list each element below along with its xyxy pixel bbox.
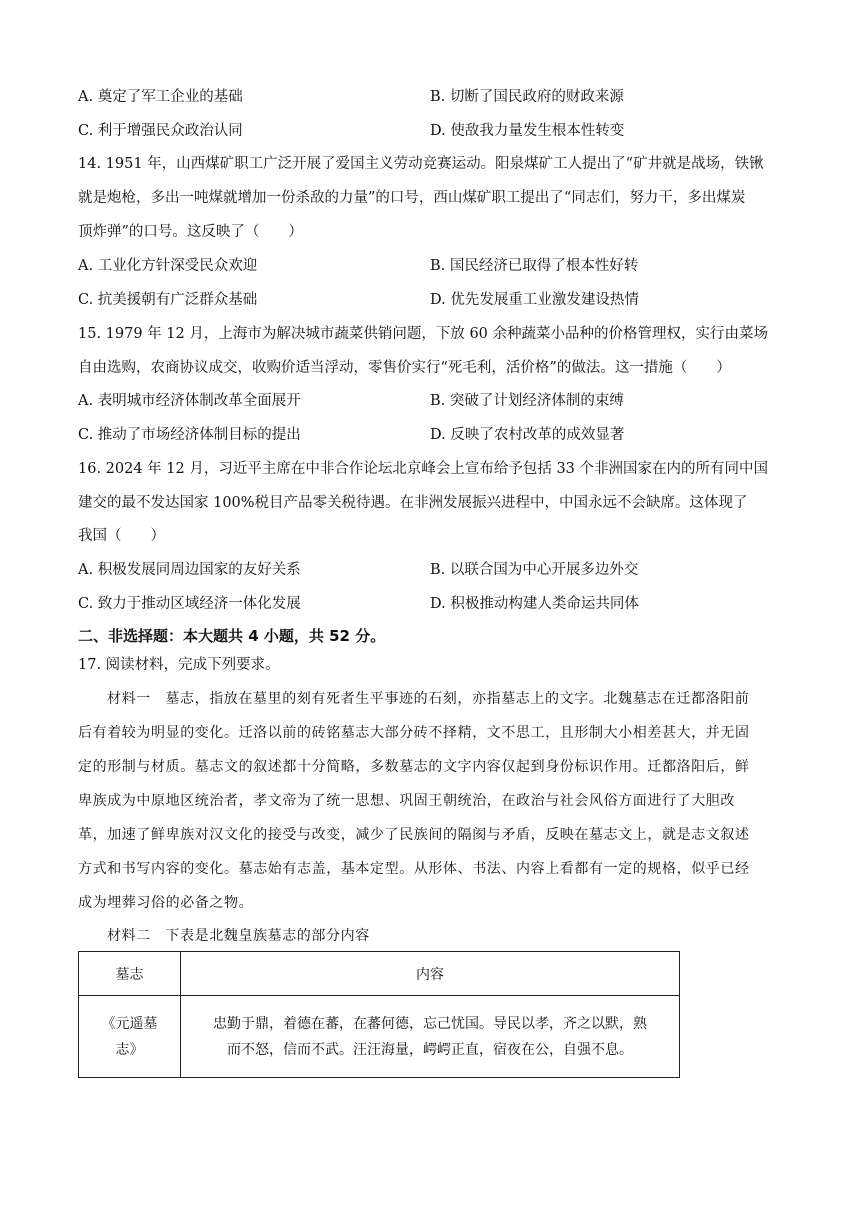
material-1-line-6: 方式和书写内容的变化。墓志始有志盖，基本定型。从形体、书法、内容上看都有一定的规格，似乎已经 bbox=[78, 861, 750, 877]
table-cell-epitaph-content bbox=[181, 996, 680, 1078]
material-1-line-7: 成为埋葬习俗的必备之物。 bbox=[78, 895, 254, 911]
q14-option-d: D. 优先发展重工业激发建设热情 bbox=[430, 292, 639, 308]
q15-stem-line-2: 自由选购，农商协议成交，收购价适当浮动，零售价实行“死毛利，活价格”的做法。这一措施（ ） bbox=[78, 360, 731, 376]
q17-stem: 17. 阅读材料，完成下列要求。 bbox=[78, 657, 280, 673]
q16-option-c: C. 致力于推动区域经济一体化发展 bbox=[78, 596, 301, 612]
q14-stem-line-3: 顶炸弹”的口号。这反映了（ ） bbox=[78, 224, 303, 240]
material-1-line-1: 材料一 墓志，指放在墓里的刻有死者生平事迹的石刻，亦指墓志上的文字。北魏墓志在迁都洛阳前 bbox=[107, 691, 750, 707]
table-header-row bbox=[79, 952, 680, 996]
q16-option-b: B. 以联合国为中心开展多边外交 bbox=[430, 562, 639, 578]
q16-stem-line-3: 我国（ ） bbox=[78, 528, 165, 544]
epitaph-name-line-2: 志》 bbox=[115, 1041, 144, 1058]
q14-stem-line-2: 就是炮枪，多出一吨煤就增加一份杀敌的力量”的口号，西山煤矿职工提出了“同志们，努力干，多出煤炭 bbox=[78, 190, 746, 206]
epitaph-name-line-1: 《元遥墓 bbox=[101, 1015, 158, 1032]
q15-option-c: C. 推动了市场经济体制目标的提出 bbox=[78, 427, 301, 443]
material-1-line-4: 卑族成为中原地区统治者，孝文帝为了统一思想、巩固王朝统治，在政治与社会风俗方面进行了大胆改 bbox=[78, 793, 735, 809]
q14-option-c: C. 抗美援朝有广泛群众基础 bbox=[78, 292, 258, 308]
q14-stem-line-1: 14. 1951 年，山西煤矿职工广泛开展了爱国主义劳动竞赛运动。阳泉煤矿工人提出了“矿井就是战场，铁锹 bbox=[78, 156, 764, 172]
q13-option-c: C. 利于增强民众政治认同 bbox=[78, 123, 243, 139]
section-2-title: 二、非选择题：本大题共 4 小题，共 52 分。 bbox=[78, 627, 386, 645]
epitaph-content-line-2: 而不怒，信而不武。汪汪海量，崿崿正直，宿夜在公，自强不息。 bbox=[227, 1041, 633, 1058]
q15-stem-line-1: 15. 1979 年 12 月，上海市为解决城市蔬菜供销问题，下放 60 余种蔬菜小品种的价格管理权，实行由菜场 bbox=[78, 326, 769, 342]
material-2-title: 材料二 下表是北魏皇族墓志的部分内容 bbox=[107, 928, 370, 944]
q15-option-b: B. 突破了计划经济体制的束缚 bbox=[430, 393, 624, 409]
material-1-line-5: 革，加速了鲜卑族对汉文化的接受与改变，减少了民族间的隔阂与矛盾，反映在墓志文上，就是志文叙述 bbox=[78, 827, 750, 843]
q13-option-d: D. 使敌我力量发生根本性转变 bbox=[430, 123, 625, 139]
q16-option-d: D. 积极推动构建人类命运共同体 bbox=[430, 596, 639, 612]
epitaph-content-line-1: 忠勤于鼎，着德在蕃，在蕃何德，忘己忧国。导民以孝，齐之以默，熟 bbox=[213, 1015, 647, 1032]
q15-option-d: D. 反映了农村改革的成效显著 bbox=[430, 427, 625, 443]
epitaph-table bbox=[78, 951, 680, 1078]
q14-option-a: A. 工业化方针深受民众欢迎 bbox=[78, 258, 258, 274]
table-header-content: 内容 bbox=[181, 952, 680, 996]
q13-option-a: A. 奠定了军工企业的基础 bbox=[78, 89, 243, 105]
q13-option-b: B. 切断了国民政府的财政来源 bbox=[430, 89, 624, 105]
q15-option-a: A. 表明城市经济体制改革全面展开 bbox=[78, 393, 301, 409]
material-1-line-3: 定的形制与材质。墓志文的叙述都十分简略，多数墓志的文字内容仅起到身份标识作用。迁都洛阳后，鲜 bbox=[78, 759, 750, 775]
q16-stem-line-1: 16. 2024 年 12 月，习近平主席在中非合作论坛北京峰会上宣布给予包括 33 个非洲国家在内的所有同中国 bbox=[78, 461, 769, 477]
table-cell-epitaph-name bbox=[79, 996, 181, 1078]
q16-stem-line-2: 建交的最不发达国家 100%税目产品零关税待遇。在非洲发展振兴进程中，中国永远不会缺席。这体现了 bbox=[78, 495, 748, 511]
q14-option-b: B. 国民经济已取得了根本性好转 bbox=[430, 258, 639, 274]
material-1-line-2: 后有着较为明显的变化。迁洛以前的砖铭墓志大部分砖不择精，文不思工，且形制大小相差甚大，并无固 bbox=[78, 725, 750, 741]
table-header-epitaph: 墓志 bbox=[79, 952, 181, 996]
table-row bbox=[79, 996, 680, 1078]
q16-option-a: A. 积极发展同周边国家的友好关系 bbox=[78, 562, 301, 578]
